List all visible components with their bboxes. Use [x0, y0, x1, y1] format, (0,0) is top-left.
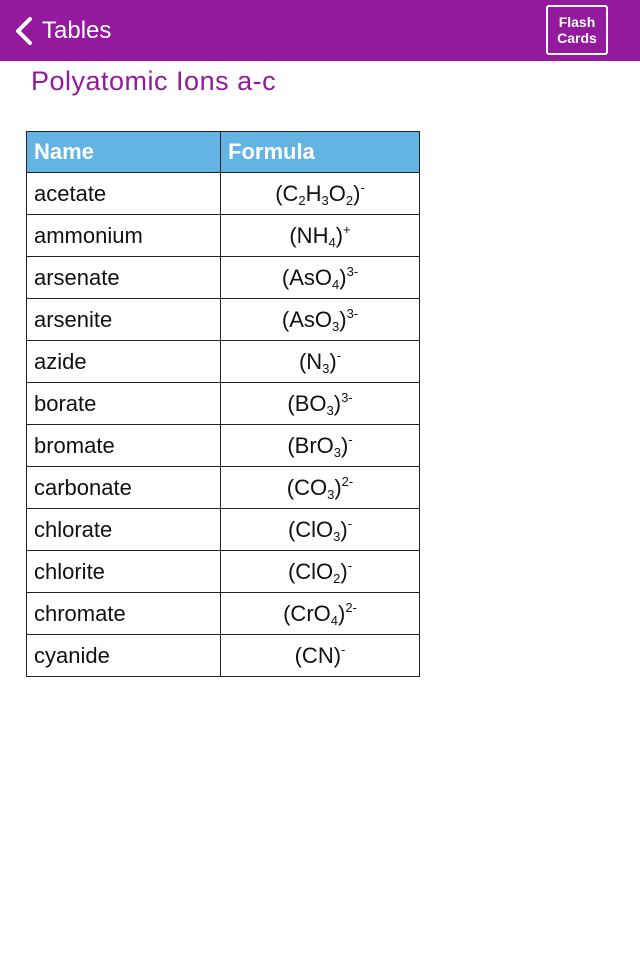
formula-charge: -	[341, 641, 346, 657]
page-title: Polyatomic Ions a-c	[31, 66, 277, 96]
ions-table	[26, 131, 420, 677]
table-header-row	[27, 132, 420, 173]
formula-text: (AsO	[281, 306, 332, 332]
formula-subscript: 4	[332, 276, 340, 292]
formula-subscript: 3	[333, 444, 341, 460]
table-row	[27, 425, 420, 467]
formula-subscript: 4	[328, 234, 336, 250]
flash-cards-button[interactable]	[546, 5, 608, 55]
formula-text: )	[339, 264, 347, 290]
ion-formula	[221, 635, 420, 677]
formula-subscript: 3	[327, 486, 335, 502]
table-row	[27, 341, 420, 383]
formula-text: (N	[298, 348, 323, 374]
formula-text: (C	[275, 180, 299, 206]
ion-name: azide	[27, 341, 221, 383]
formula-charge: +	[343, 221, 351, 237]
table-row	[27, 173, 420, 215]
formula-charge: -	[348, 431, 353, 447]
table-row	[27, 257, 420, 299]
formula-charge: -	[347, 515, 353, 531]
formula-column-header: Formula	[221, 132, 420, 173]
formula-text: )	[340, 516, 348, 542]
ion-name: acetate	[27, 173, 221, 215]
ion-name: ammonium	[27, 215, 221, 257]
formula-text: (ClO	[287, 558, 334, 584]
formula-subscript: 3	[326, 402, 334, 418]
formula-subscript: 4	[330, 612, 338, 628]
formula-subscript: 3	[321, 192, 329, 208]
formula-text: )	[339, 306, 347, 332]
formula-text: )	[341, 432, 349, 458]
formula-text: )	[340, 558, 348, 584]
back-button[interactable]	[14, 12, 111, 50]
formula-subscript: 3	[332, 318, 340, 334]
formula-charge: 2-	[345, 599, 357, 615]
formula-text: (AsO	[281, 264, 332, 290]
formula-charge: 2-	[341, 473, 354, 489]
formula-text: (ClO	[287, 516, 334, 542]
ion-name: chromate	[27, 593, 221, 635]
formula-text: (CrO	[283, 600, 331, 626]
formula-text: )	[334, 474, 342, 500]
formula-text: (CN)	[294, 642, 342, 668]
ion-formula	[221, 425, 420, 467]
formula-text: (CO	[286, 474, 328, 500]
formula-charge: 3-	[346, 263, 359, 279]
ion-name: chlorite	[27, 551, 221, 593]
formula-text: (NH	[289, 222, 329, 248]
formula-text: O	[328, 180, 346, 206]
ion-formula	[221, 215, 420, 257]
ion-name: arsenite	[27, 299, 221, 341]
formula-text: )	[333, 390, 342, 416]
formula-subscript: 2	[345, 192, 354, 208]
ion-formula	[221, 341, 420, 383]
table-row	[27, 635, 420, 677]
nav-bar	[0, 0, 640, 61]
ion-name: bromate	[27, 425, 221, 467]
ion-formula	[221, 467, 420, 509]
formula-subscript: 2	[298, 192, 306, 208]
ion-formula	[221, 509, 420, 551]
ion-formula	[221, 383, 420, 425]
ion-name: borate	[27, 383, 221, 425]
ion-formula	[221, 173, 420, 215]
formula-subscript: 3	[333, 528, 341, 544]
formula-charge: 3-	[341, 389, 353, 405]
name-column-header: Name	[27, 132, 221, 173]
formula-text: H	[305, 180, 322, 206]
formula-text: )	[353, 180, 361, 206]
formula-charge: -	[347, 557, 353, 573]
ion-formula	[221, 593, 420, 635]
formula-text: )	[335, 222, 344, 248]
table-row	[27, 509, 420, 551]
ion-formula	[221, 257, 420, 299]
ion-name: arsenate	[27, 257, 221, 299]
back-label: Tables	[42, 17, 112, 44]
formula-charge: -	[336, 347, 342, 363]
formula-charge: -	[360, 179, 365, 195]
formula-charge: 3-	[346, 305, 359, 321]
formula-subscript: 3	[322, 360, 330, 376]
flash-cards-label-line2: Cards	[557, 30, 597, 46]
flash-cards-label-line1: Flash	[558, 14, 596, 30]
table-row	[27, 551, 420, 593]
ion-name: chlorate	[27, 509, 221, 551]
ion-formula	[221, 299, 420, 341]
table-row	[27, 215, 420, 257]
table-row	[27, 467, 420, 509]
formula-text: )	[329, 348, 337, 374]
ion-formula	[221, 551, 420, 593]
table-row	[27, 299, 420, 341]
ion-name: cyanide	[27, 635, 221, 677]
table-row	[27, 383, 420, 425]
formula-subscript: 2	[333, 570, 341, 586]
table-row	[27, 593, 420, 635]
chevron-left-icon	[14, 16, 34, 46]
formula-text: (BO	[287, 390, 327, 416]
formula-text: (BrO	[287, 432, 334, 458]
ion-name: carbonate	[27, 467, 221, 509]
formula-text: )	[338, 600, 346, 626]
